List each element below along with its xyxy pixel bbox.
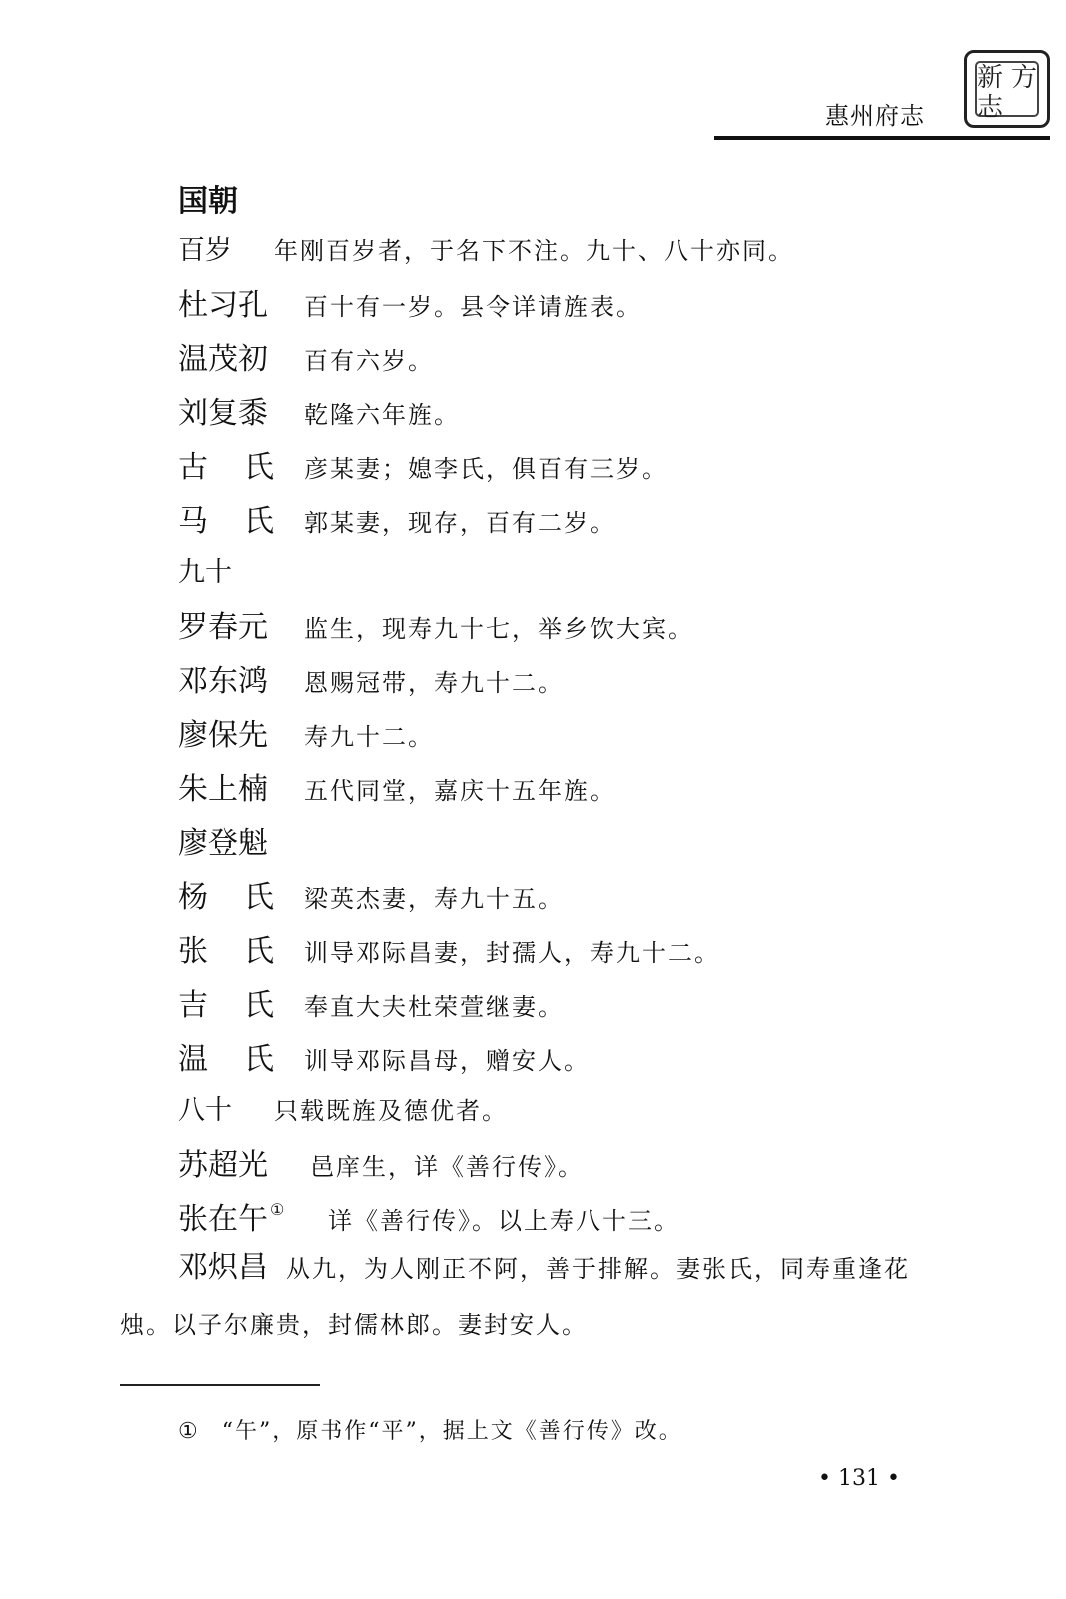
footnote-mark: ①	[178, 1419, 200, 1444]
page-number: • 131 •	[818, 1466, 900, 1491]
entry-desc: 五代同堂，嘉庆十五年旌。	[304, 777, 616, 805]
entry-name: 杜习孔	[178, 288, 268, 323]
entry-desc: 乾隆六年旌。	[304, 401, 460, 429]
entry-name: 九十	[178, 557, 232, 588]
entry-name-text: 张在午	[178, 1202, 268, 1237]
entry-name: 马氏	[178, 504, 310, 539]
list-item	[178, 388, 460, 432]
list-item	[178, 442, 668, 486]
entry-name: 刘复黍	[178, 396, 268, 431]
entry-desc: 详《善行传》。以上寿八十三。	[328, 1207, 680, 1235]
entry-desc: 郭某妻，现存，百有二岁。	[304, 509, 616, 537]
entry-name: 百岁	[178, 235, 232, 266]
list-item	[178, 1140, 584, 1184]
entry-desc: 恩赐冠带，寿九十二。	[304, 669, 564, 697]
list-item	[178, 980, 564, 1024]
list-item	[178, 1194, 680, 1238]
entry-name: 邓东鸿	[178, 664, 268, 699]
header-rule	[714, 136, 1050, 140]
section-heading: 国朝	[178, 184, 238, 219]
section-row-80	[178, 1088, 508, 1127]
entry-desc: 训导邓际昌妻，封孺人，寿九十二。	[304, 939, 720, 967]
footnote-text: “午”，原书作“平”，据上文《善行传》改。	[221, 1419, 683, 1444]
list-item	[178, 710, 434, 754]
entry-desc: 奉直大夫杜荣萱继妻。	[304, 993, 564, 1021]
entry-desc: 彦某妻；媳李氏，俱百有三岁。	[304, 455, 668, 483]
entry-desc: 寿九十二。	[304, 723, 434, 751]
list-item	[178, 926, 720, 970]
entry-name: 苏超光	[178, 1148, 268, 1183]
footnote	[178, 1414, 683, 1445]
section-row-90	[178, 550, 274, 589]
entry-name: 八十	[178, 1095, 232, 1126]
seal-glyph: 方	[1011, 63, 1038, 93]
entry-desc: 邑庠生，详《善行传》。	[310, 1153, 584, 1181]
list-item	[178, 496, 616, 540]
entry-name: 古氏	[178, 450, 310, 485]
seal-logo	[964, 50, 1050, 128]
list-item	[178, 1034, 590, 1078]
running-header-title: 惠州府志	[825, 102, 925, 130]
list-item	[178, 602, 694, 646]
list-item	[178, 280, 642, 324]
entry-desc: 百有六岁。	[304, 347, 434, 375]
entry-name: 罗春元	[178, 610, 268, 645]
entry-name: 廖登魁	[178, 826, 268, 861]
seal-glyph: 志	[977, 93, 1004, 123]
list-item	[178, 656, 564, 700]
entry-name: 温氏	[178, 1042, 310, 1077]
entry-name: 杨氏	[178, 880, 310, 915]
entry-desc: 监生，现寿九十七，举乡饮大宾。	[304, 615, 694, 643]
entry-desc: 训导邓际昌母，赠安人。	[304, 1047, 590, 1075]
entry-desc: 梁英杰妻，寿九十五。	[304, 885, 564, 913]
list-item	[178, 764, 616, 808]
footnote-rule	[120, 1384, 320, 1386]
entry-desc: 年刚百岁者，于名下不注。九十、八十亦同。	[274, 237, 794, 265]
entry-desc: 百十有一岁。县令详请旌表。	[304, 293, 642, 321]
entry-name: 温茂初	[178, 342, 268, 377]
list-item	[178, 334, 434, 378]
section-row-100	[178, 228, 794, 267]
entry-name	[178, 1194, 328, 1238]
entry-desc: 只载既旌及德优者。	[274, 1097, 508, 1125]
entry-name: 吉氏	[178, 988, 310, 1023]
seal-glyph: 新	[977, 63, 1004, 93]
entry-paragraph-text: 从九，为人刚正不阿，善于排解。妻张氏，同寿重逢花烛。以子尔廉贵，封儒林郎。妻封安人。	[120, 1255, 910, 1339]
entry-name: 邓炽昌	[178, 1250, 268, 1285]
entry-paragraph	[120, 1240, 940, 1353]
list-item	[178, 818, 304, 862]
entry-name: 张氏	[178, 934, 310, 969]
entry-name: 廖保先	[178, 718, 268, 753]
entry-name: 朱上楠	[178, 772, 268, 807]
list-item	[178, 872, 564, 916]
footnote-marker: ①	[270, 1200, 285, 1219]
